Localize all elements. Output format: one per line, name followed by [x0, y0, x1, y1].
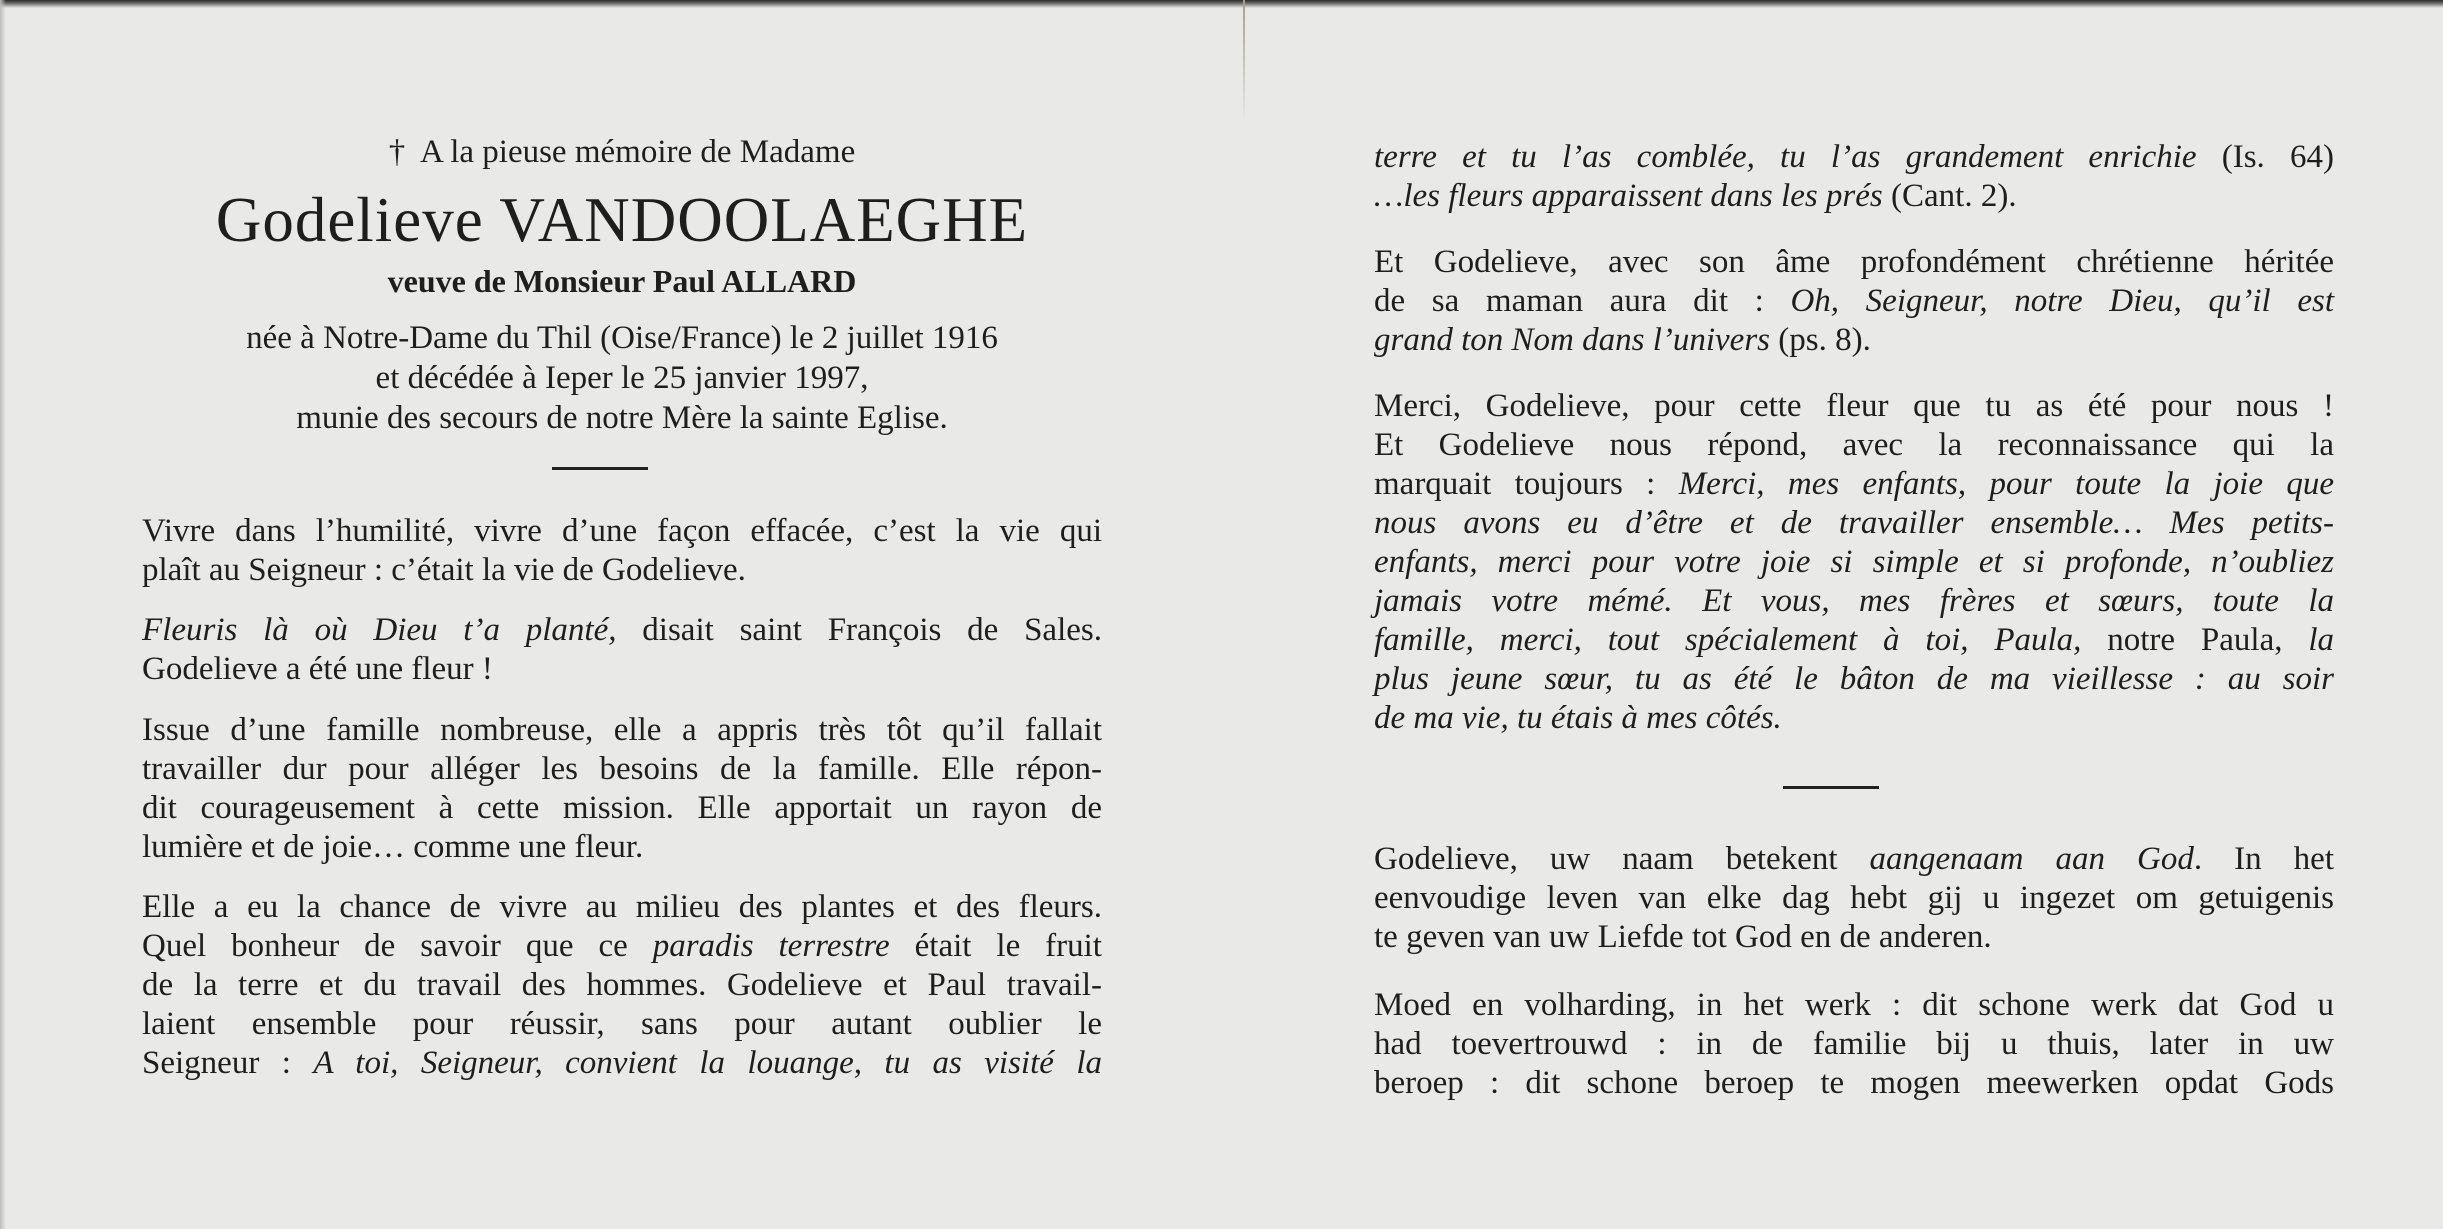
paragraph-merci: Merci, Godelieve, pour cette fleur que tu as été pour nous ! Et Godelieve nous répond, avec la reconnaissance qui la marquait toujours : Merci, mes enfants, pour toute la joie que nous avons eu d’être et de travailler ensemble… Mes petits- enfants, merci pour votre joie si simple et si profonde, n’oubliez jamais votre mémé. Et vous, mes frères et sœurs, toute la famille, merci, tout spécialement à toi, Paula, notre Paula, la plus jeune sœur, tu as été le bâton de ma vieillesse : au soir de ma vie, tu étais à mes côtés. [1374, 388, 2334, 736]
paragraph-christian-soul: Et Godelieve, avec son âme profondément chrétienne héritée de sa maman aura dit : Oh, Seigneur, notre Dieu, qu’il est grand ton Nom dans l’univers (ps. 8). [1374, 244, 2334, 358]
paragraph-courage: Moed en volharding, in het werk : dit schone werk dat God u had toevertrouwd : in de familie bij u thuis, later in uw beroep : dit schone beroep te mogen meewerken opdat Gods [1374, 987, 2334, 1101]
card-fold-line [1243, 0, 1245, 1229]
paragraph-fleuris: Fleuris là où Dieu t’a planté, disait saint François de Sales. Godelieve a été une fleur ! [142, 612, 1102, 687]
birth-line: née à Notre-Dame du Thil (Oise/France) le 2 juillet 1916 [246, 320, 998, 356]
deceased-name [142, 184, 1102, 257]
paragraph-name-meaning: Godelieve, uw naam betekent aangenaam aan God. In het eenvoudige leven van elke dag hebt gij u ingezet om getuigenis te geven van uw Liefde tot God en de anderen. [1374, 841, 2334, 955]
card-left-edge [0, 0, 6, 1229]
card-top-edge [0, 0, 2443, 8]
paragraph-scripture: terre et tu l’as comblée, tu l’as grandement enrichie (Is. 64) …les fleurs apparaissent dans les prés (Cant. 2). [1374, 139, 2334, 214]
divider [552, 467, 648, 470]
surname: VANDOOLAEGHE [499, 185, 1029, 255]
sacrament-line: munie des secours de notre Mère la sainte Eglise. [296, 400, 948, 436]
memorial-intro: † A la pieuse mémoire de Madame [388, 134, 856, 170]
death-line: et décédée à Ieper le 25 janvier 1997, [375, 360, 869, 396]
paragraph-plants: Elle a eu la chance de vivre au milieu des plantes et des fleurs. Quel bonheur de savoir que ce paradis terrestre était le fruit de la terre et du travail des hommes. Godelieve et Paul travail- laient ensemble pour réussir, sans pour autant oublier le Seigneur : A toi, Seigneur, convient la louange, tu as visité la [142, 889, 1102, 1081]
paragraph-family: Issue d’une famille nombreuse, elle a appris très tôt qu’il fallait travailler dur pour alléger les besoins de la famille. Elle répon- dit courageusement à cette mission. Elle apportait un rayon de lumière et de joie… comme une fleur. [142, 712, 1102, 865]
cross-icon: † [388, 134, 406, 170]
divider [1783, 786, 1879, 789]
widow-line: veuve de Monsieur Paul ALLARD [387, 263, 857, 299]
paragraph-humility: Vivre dans l’humilité, vivre d’une façon effacée, c’est la vie qui plaît au Seigneur : c’était la vie de Godelieve. [142, 513, 1102, 588]
first-name: Godelieve [215, 185, 484, 255]
